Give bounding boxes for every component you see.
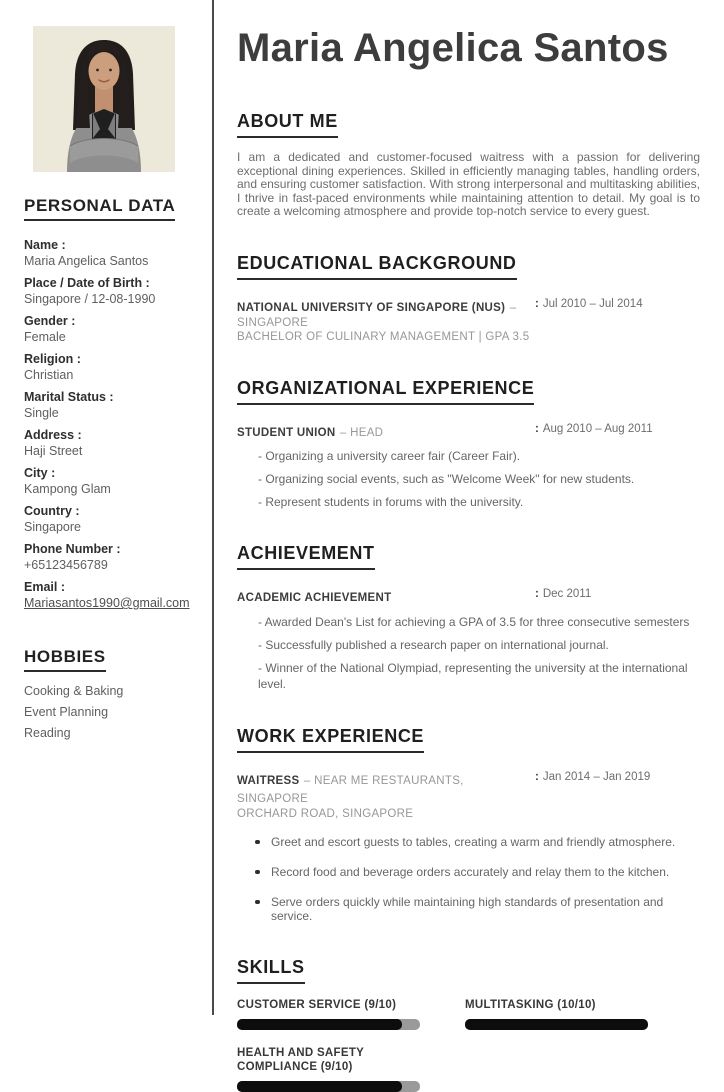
about-me-text: I am a dedicated and customer-focused waitress with a passion for delivering exceptional dining experiences. Skilled in efficiently managing tables, handling orders, and ensuring customer satisfaction. With strong interpersonal and multitasking abilities, I thrive in fast-paced environments while maintaining attention to detail. My goal is to create a welcoming atmosphere and provide top-notch service to every guest. — [237, 150, 700, 218]
achievement-heading: ACHIEVEMENT — [237, 543, 375, 570]
skill-customer-service: CUSTOMER SERVICE (9/10) — [237, 998, 465, 1030]
bullet-item: - Represent students in forums with the university. — [258, 494, 524, 509]
section-work-experience — [237, 726, 700, 923]
organizational-date: : Aug 2010 – Aug 2011 — [535, 422, 653, 435]
skill-bar-fill — [237, 1019, 402, 1030]
skills-grid — [237, 998, 700, 1092]
section-about-me — [237, 111, 700, 219]
profile-photo — [33, 26, 175, 172]
organization-role: – HEAD — [339, 426, 384, 439]
skills-heading: SKILLS — [237, 957, 305, 984]
skill-bar-track — [465, 1019, 648, 1030]
skill-bar-fill — [237, 1081, 402, 1092]
skill-multitasking: MULTITASKING (10/10) — [465, 998, 693, 1030]
section-achievement — [237, 543, 700, 692]
education-entry — [237, 298, 700, 344]
field-email: Email : Mariasantos1990@gmail.com — [24, 579, 194, 611]
education-date: : Jul 2010 – Jul 2014 — [535, 297, 643, 310]
skill-bar-track — [237, 1081, 420, 1092]
bullet-item: - Organizing social events, such as "Welcome Week" for new students. — [258, 471, 635, 486]
organizational-heading: ORGANIZATIONAL EXPERIENCE — [237, 378, 534, 405]
field-religion: Religion : Christian — [24, 352, 81, 382]
education-degree: BACHELOR OF CULINARY MANAGEMENT | GPA 3.5 — [237, 330, 530, 343]
hobbies-heading: HOBBIES — [24, 647, 106, 672]
job-location: ORCHARD ROAD, SINGAPORE — [237, 807, 414, 820]
skill-bar-track — [237, 1019, 420, 1030]
personal-data-heading: PERSONAL DATA — [24, 196, 175, 221]
section-skills — [237, 957, 700, 1092]
email-link[interactable]: Mariasantos1990@gmail.com — [24, 596, 190, 610]
job-company: – NEAR ME RESTAURANTS, SINGAPORE — [237, 774, 464, 805]
about-me-heading: ABOUT ME — [237, 111, 338, 138]
work-entry — [237, 771, 700, 821]
organizational-bullets — [258, 449, 700, 509]
achievement-name: ACADEMIC ACHIEVEMENT — [237, 591, 392, 604]
field-city: City : Kampong Glam — [24, 466, 111, 496]
hobby-item: Reading — [24, 726, 71, 740]
job-title: WAITRESS — [237, 774, 300, 787]
hobbies-list — [24, 684, 194, 740]
skill-bar-fill — [465, 1019, 648, 1030]
bullet-item: - Organizing a university career fair (Career Fair). — [258, 448, 521, 463]
work-experience-heading: WORK EXPERIENCE — [237, 726, 424, 753]
organization-name: STUDENT UNION — [237, 426, 336, 439]
field-place-date-of-birth: Place / Date of Birth : Singapore / 12-08-1990 — [24, 276, 156, 306]
field-name: Name : Maria Angelica Santos — [24, 238, 149, 268]
personal-data-fields — [24, 237, 194, 611]
vertical-divider — [212, 0, 214, 1015]
bullet-item: Serve orders quickly while maintaining high standards of presentation and service. — [255, 895, 700, 923]
field-address: Address : Haji Street — [24, 428, 83, 458]
hobby-item: Cooking & Baking — [24, 684, 124, 698]
bullet-item: Greet and escort guests to tables, creating a warm and friendly atmosphere. — [255, 835, 700, 849]
work-bullets — [255, 835, 700, 923]
field-phone-number: Phone Number : +65123456789 — [24, 542, 121, 572]
hobby-item: Event Planning — [24, 705, 109, 719]
organizational-entry — [237, 423, 700, 441]
achievement-entry — [237, 588, 700, 606]
achievement-date: : Dec 2011 — [535, 587, 592, 600]
main-content — [237, 0, 700, 1092]
bullet-item: - Successfully published a research paper on international journal. — [258, 637, 609, 652]
field-marital-status: Marital Status : Single — [24, 390, 114, 420]
education-school: NATIONAL UNIVERSITY OF SINGAPORE (NUS) — [237, 301, 506, 314]
bullet-item: Record food and beverage orders accurately and relay them to the kitchen. — [255, 865, 700, 879]
field-gender: Gender : Female — [24, 314, 76, 344]
section-education — [237, 253, 700, 344]
education-heading: EDUCATIONAL BACKGROUND — [237, 253, 517, 280]
education-suffix: – — [509, 301, 517, 314]
section-organizational-experience — [237, 378, 700, 509]
field-country: Country : Singapore — [24, 504, 81, 534]
bullet-item: - Winner of the National Olympiad, representing the university at the international level. — [258, 660, 688, 691]
achievement-bullets — [258, 614, 700, 692]
work-date: : Jan 2014 – Jan 2019 — [535, 770, 651, 783]
page-title: Maria Angelica Santos — [237, 26, 669, 70]
sidebar — [24, 0, 194, 747]
education-location: SINGAPORE — [237, 316, 309, 329]
bullet-item: - Awarded Dean's List for achieving a GPA of 3.5 for three consecutive semesters — [258, 614, 690, 629]
skill-health-safety-compliance: HEALTH AND SAFETY COMPLIANCE (9/10) — [237, 1046, 465, 1092]
profile-photo-illustration — [33, 26, 175, 172]
